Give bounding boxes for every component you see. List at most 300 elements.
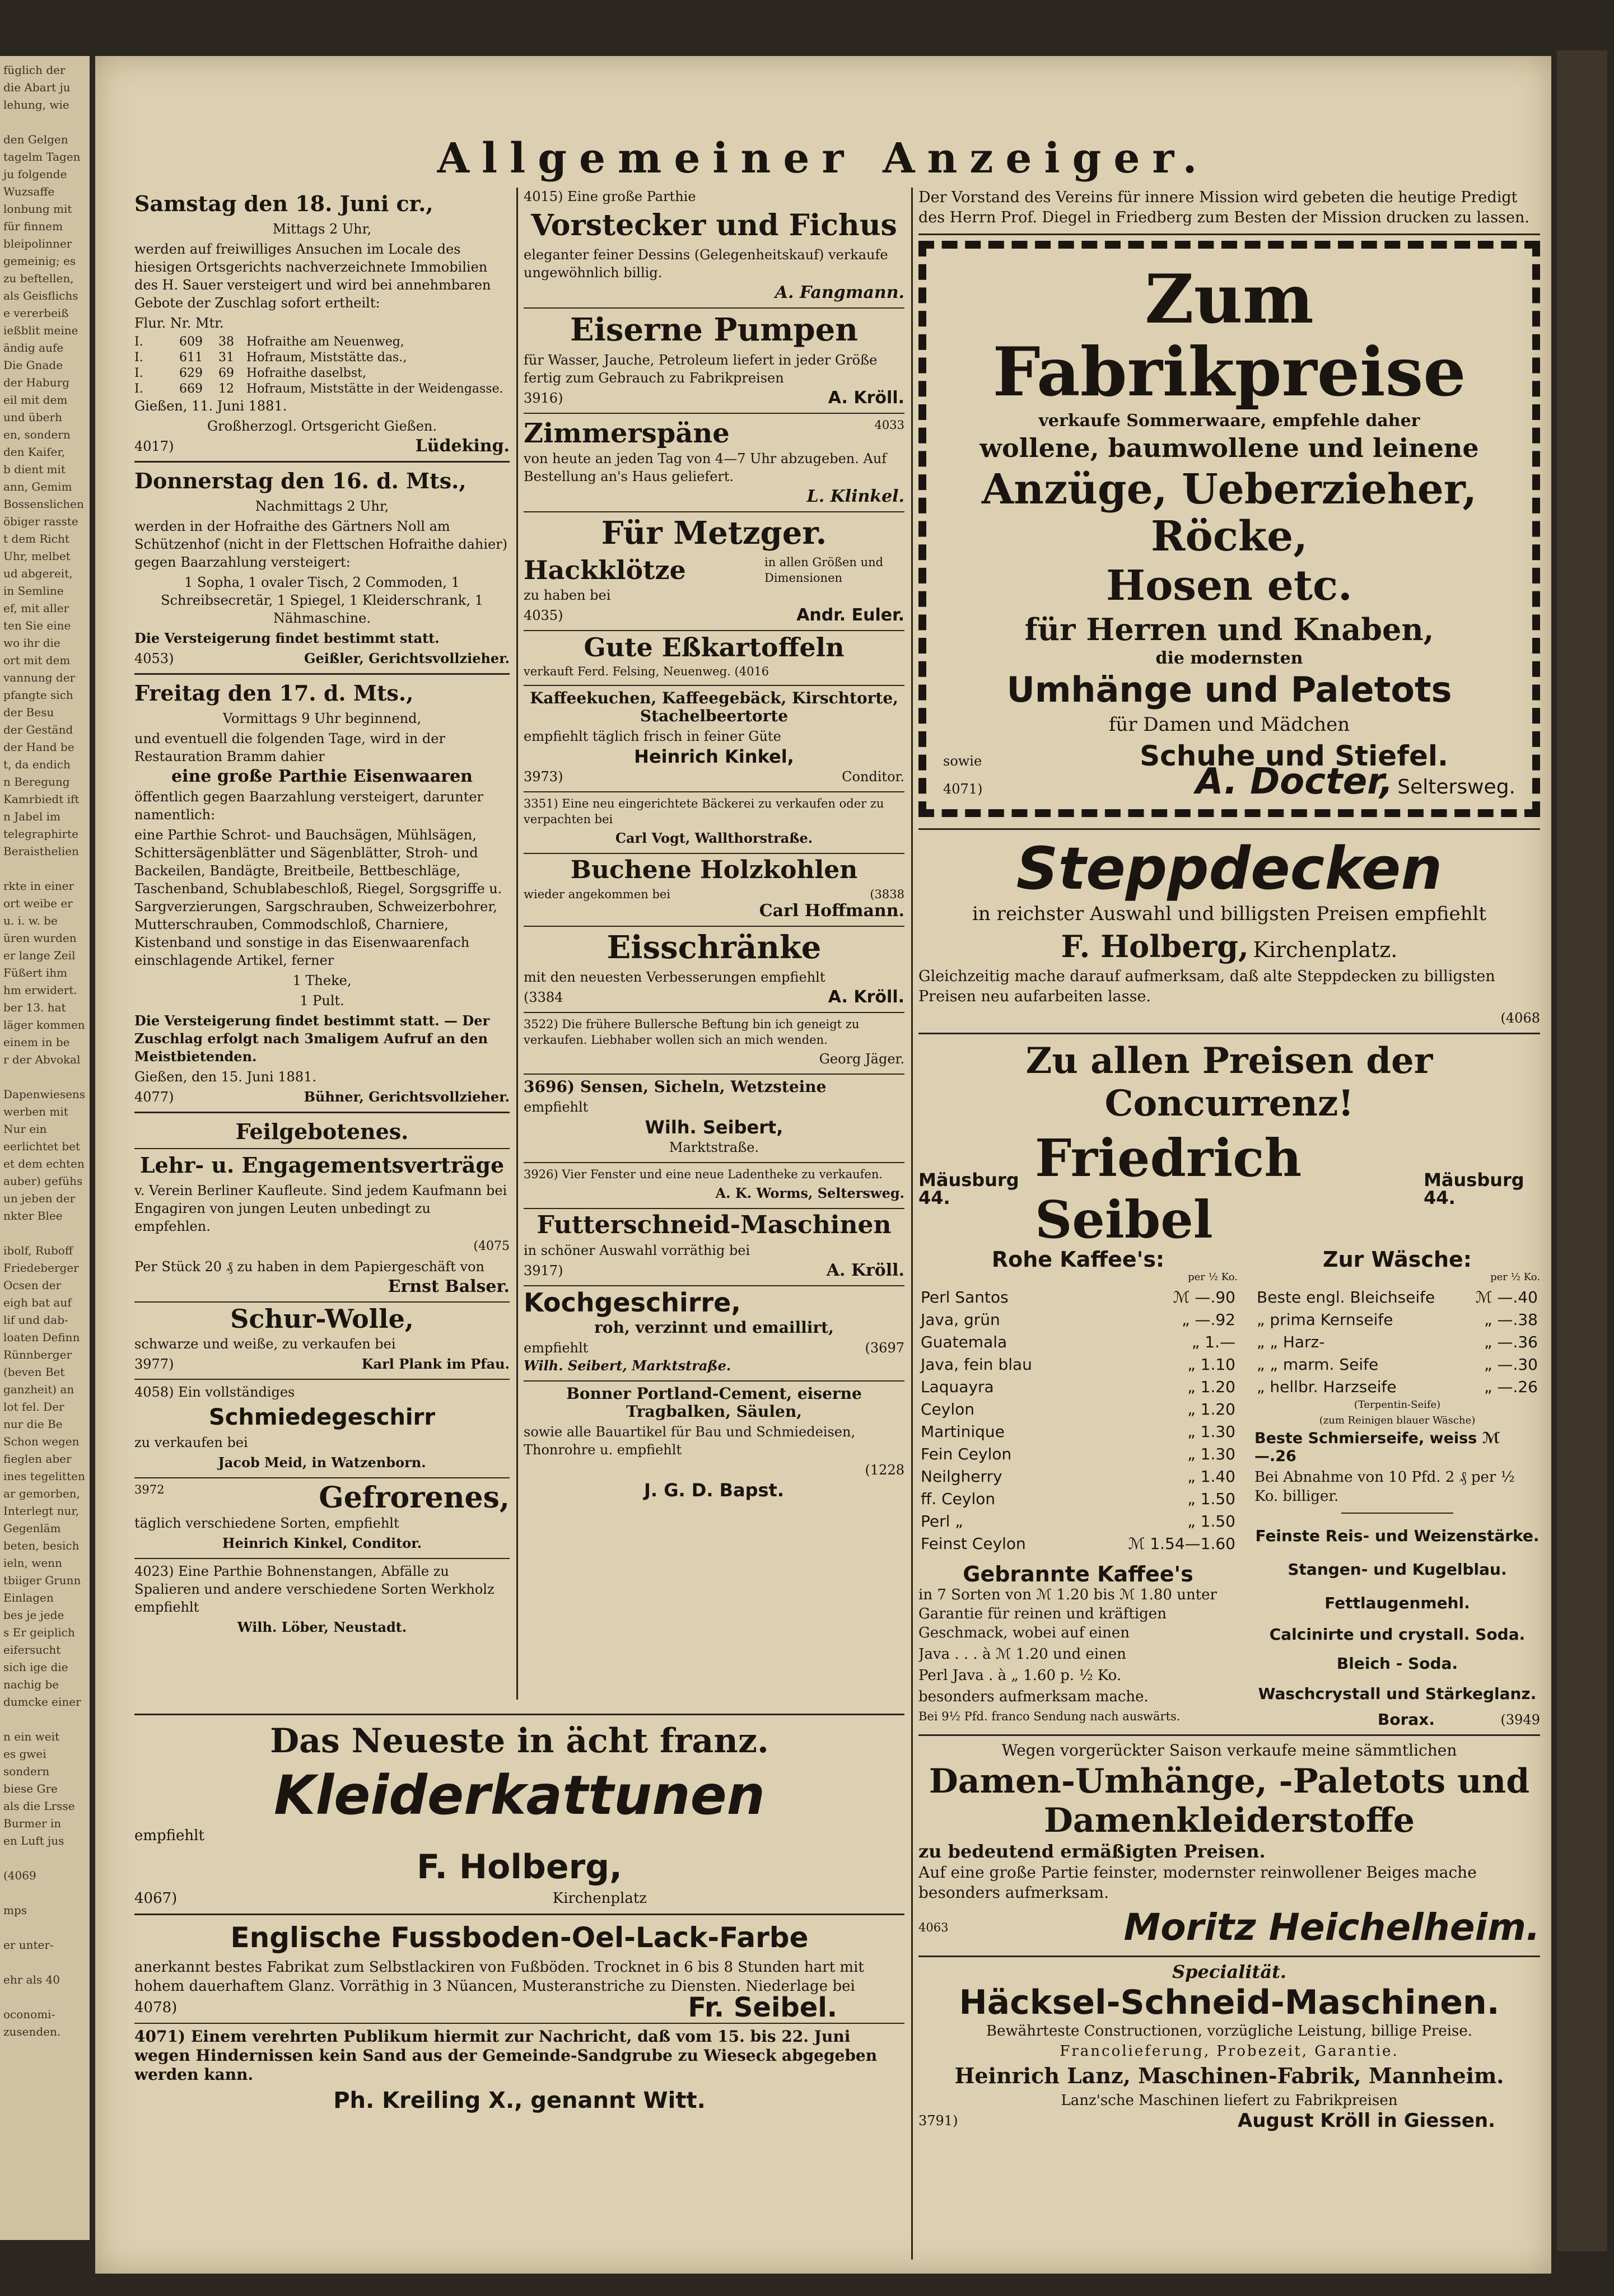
ad-signature: Heinrich Kinkel, Conditor. — [222, 1535, 422, 1551]
strip-line — [3, 1919, 86, 1936]
strip-line: läger kommen — [3, 1018, 85, 1032]
strip-line: sich ige die — [3, 1660, 68, 1674]
strip-line: tbiiger Grunn — [3, 1574, 81, 1587]
ad-subheading: roh, verzinnt und emaillirt, — [594, 1318, 834, 1337]
ad-line: in reichster Auswahl und billigsten Preisen empfiehlt — [972, 903, 1486, 925]
strip-line: er lange Zeil — [3, 949, 76, 962]
strip-line: et dem echten — [3, 1157, 85, 1170]
list-unit: per ½ Ko. — [1188, 1271, 1238, 1283]
ad-schurwolle — [134, 1306, 510, 1373]
ad-body: zu haben bei — [524, 587, 611, 603]
strip-line: der Besu — [3, 706, 54, 719]
ad-note: Die Versteigerung findet bestimmt statt. — Der Zuschlag erfolgt nach 3maligem Aufruf an den Meistbietenden. — [134, 1012, 490, 1065]
ad-signature: A. K. Worms, Seltersweg. — [715, 1185, 904, 1201]
ad-body: werden in der Hofraithe des Gärtners Noll am Schützenhof (nicht in der Flettschen Hofraithe dahier) gegen Baarzahlung versteigert: — [134, 519, 508, 570]
strip-line: tagelm Tagen — [3, 150, 81, 164]
price-row: Fein Ceylon „ 1.30 — [921, 1445, 1235, 1463]
ad-address: Seltersweg. — [1397, 776, 1515, 799]
ad-seibel-concurrenz — [918, 1040, 1540, 1729]
parcel-row: I. 669 12 Hofraum, Miststätte in der Weidengasse. — [134, 382, 503, 396]
ad-signature: Karl Plank im Pfau. — [361, 1356, 510, 1372]
ad-signature: August Kröll in Giessen. — [1238, 2110, 1495, 2132]
strip-line: n ein weit — [3, 1730, 60, 1743]
strip-line: die Abart ju — [3, 81, 71, 94]
ad-heading: Häcksel-Schneid-Maschinen. — [959, 1983, 1500, 2022]
strip-line: vannung der — [3, 671, 76, 684]
strip-line: werben mit — [3, 1105, 68, 1118]
ad-heading: Kochgeschirre, — [524, 1287, 741, 1318]
strip-line: ef, mit aller — [3, 601, 69, 615]
strip-line: gemeinig; es — [3, 254, 76, 268]
ad-body: 4071) Einem verehrten Publikum hiermit zur Nachricht, daß vom 15. bis 22. Juni wegen Hindernissen kein Sand aus der Gemeinde-Sandgrube zu Wieseck abgegeben werden kann. — [134, 2027, 878, 2084]
ad-body: 3351) Eine neu eingerichtete Bäckerei zu verkaufen oder zu verpachten bei — [524, 797, 884, 826]
ad-heading: Gefrorenes, — [319, 1481, 510, 1515]
ad-line: Anzüge, Ueberzieher, Röcke, — [981, 465, 1477, 561]
ad-body: empfiehlt täglich frisch in feiner Güte — [524, 729, 781, 744]
ad-signature: Wilh. Seibert, Marktstraße. — [524, 1357, 731, 1374]
ad-line: sowie — [943, 753, 982, 769]
ad-auction-eisenwaaren — [134, 680, 510, 1106]
ad-body: v. Verein Berliner Kaufleute. Sind jedem Kaufmann bei Engagiren von jungen Leuten unbedingt zu empfehlen. — [134, 1183, 507, 1234]
ad-signature: Moritz Heichelheim. — [1123, 1906, 1540, 1949]
strip-line: t dem Richt — [3, 532, 69, 545]
list-note: (Terpentin-Seife) — [1354, 1399, 1441, 1411]
strip-line: n Beregung — [3, 775, 70, 788]
ad-sandgrube — [134, 2027, 904, 2115]
column-1 — [134, 188, 510, 1711]
strip-line: Friedeberger — [3, 1261, 79, 1275]
ad-time: Nachmittags 2 Uhr, — [255, 498, 389, 514]
strip-line: Gegenläm — [3, 1522, 61, 1535]
list-unit: per ½ Ko. — [1490, 1271, 1540, 1283]
price-row: Java, fein blau „ 1.10 — [921, 1355, 1235, 1374]
ad-kochgeschirre — [524, 1287, 904, 1375]
ad-signature: L. Klinkel. — [806, 487, 904, 506]
strip-line: ort weibe er — [3, 897, 73, 910]
ad-signature: Friedrich Seibel — [1034, 1128, 1302, 1250]
ad-number: 4071) — [943, 781, 983, 797]
ad-heading: Für Metzger. — [601, 515, 827, 552]
strip-line: ibolf, Ruboff — [3, 1244, 73, 1257]
strip-line: der Geständ — [3, 723, 73, 736]
ad-line: Umhänge und Paletots — [1006, 669, 1452, 710]
ad-kleiderkattunen — [134, 1721, 904, 1908]
price-row: Ceylon „ 1.20 — [921, 1400, 1235, 1418]
list-item: Feinste Reis- und Weizenstärke. — [1255, 1527, 1540, 1545]
strip-line: nachig be — [3, 1678, 59, 1691]
ad-signature: Carl Vogt, Wallthorstraße. — [615, 830, 813, 846]
ad-body: Der Vorstand des Vereins für innere Mission wird gebeten die heutige Predigt des Herrn Prof. Diegel in Friedberg zum Besten der Mission drucken zu lassen. — [918, 189, 1529, 226]
ad-address: Mäusburg 44. — [1424, 1169, 1524, 1208]
ad-auction-noll — [134, 468, 510, 668]
price-row: Perl „ „ 1.50 — [921, 1512, 1235, 1530]
ad-signature: Ernst Balser. — [388, 1277, 510, 1296]
ad-address: Kirchenplatz — [552, 1890, 647, 1907]
ad-number: 4067) — [134, 1890, 178, 1907]
strip-line: Nur ein — [3, 1122, 47, 1136]
ad-heading: Das Neueste in ächt franz. — [270, 1721, 769, 1761]
ad-signature: Bühner, Gerichtsvollzieher. — [304, 1089, 510, 1105]
strip-line: ieln, wenn — [3, 1556, 62, 1570]
ad-line: für Damen und Mädchen — [1108, 713, 1350, 736]
strip-line — [3, 1850, 86, 1867]
ad-body: mit den neuesten Verbesserungen empfiehlt — [524, 969, 825, 985]
strip-line: Bossenslichen — [3, 497, 84, 511]
strip-line: Wuzsaffe — [3, 185, 55, 198]
ad-line: Francolieferung, Probezeit, Garantie. — [1060, 2043, 1399, 2060]
strip-line: ines tegelitten — [3, 1469, 85, 1483]
strip-line: Schon wegen — [3, 1435, 80, 1448]
ad-signature: A. Kröll. — [826, 1261, 904, 1280]
section-heading: Feilgebotenes. — [235, 1119, 409, 1144]
ad-body: öffentlich gegen Baarzahlung versteigert, darunter namentlich: — [134, 789, 484, 823]
ad-number: (4075 — [473, 1239, 510, 1253]
bottom-left-ads — [134, 1714, 904, 2262]
ad-baeckerei — [524, 796, 904, 847]
ad-body: eleganter feiner Dessins (Gelegenheitskauf) verkaufe ungewöhnlich billig. — [524, 247, 888, 281]
strip-line — [3, 1989, 86, 2006]
list-item: Stangen- und Kugelblau. — [1288, 1560, 1507, 1579]
ad-body: 3926) Vier Fenster und eine neue Ladentheke zu verkaufen. — [524, 1168, 883, 1181]
ad-number: (3697 — [865, 1340, 904, 1356]
ad-heichelheim — [918, 1742, 1540, 1950]
ad-number: (3949 — [1500, 1712, 1540, 1728]
strip-line — [3, 114, 86, 131]
ad-metzger — [524, 516, 904, 624]
list-item: Beste Schmierseife, weiss ℳ —.26 — [1254, 1430, 1500, 1465]
ad-signature: J. G. D. Bapst. — [643, 1480, 784, 1501]
list-item: Calcinirte und crystall. Soda. — [1269, 1625, 1526, 1644]
price-row: Feinst Ceylon ℳ 1.54—1.60 — [921, 1534, 1235, 1553]
list-heading: Gebrannte Kaffee's — [963, 1562, 1193, 1586]
strip-line: en Luft jus — [3, 1834, 64, 1847]
ad-body: empfiehlt — [134, 1827, 204, 1844]
strip-line: rkte in einer — [3, 879, 74, 893]
strip-line: öbiger rasste — [3, 515, 78, 528]
ad-heading: Zimmerspäne — [524, 418, 730, 449]
ad-ladentheke — [524, 1166, 904, 1202]
strip-line: ganzheit) an — [3, 1383, 74, 1396]
ad-number: (1228 — [865, 1462, 904, 1478]
ad-sensen — [524, 1078, 904, 1156]
coffee-price-list — [918, 1247, 1238, 1729]
strip-line: (beven Bet — [3, 1365, 65, 1379]
ad-signature: Ph. Kreiling X., genannt Witt. — [333, 2088, 706, 2113]
ad-kartoffeln — [524, 634, 904, 679]
ad-body: in 7 Sorten von ℳ 1.20 bis ℳ 1.80 unter Garantie für reinen und kräftigen Geschmack, wobei auf einen — [918, 1586, 1217, 1641]
strip-line — [3, 1954, 86, 1971]
ad-office: Großherzogl. Ortsgericht Gießen. — [207, 418, 437, 434]
ad-body: empfiehlt — [524, 1099, 589, 1115]
strip-line — [3, 1711, 86, 1728]
ad-vorstecker — [524, 188, 904, 302]
strip-line: r der Abvokal — [3, 1053, 81, 1066]
strip-line: Burmer in — [3, 1817, 62, 1830]
strip-line: u. i. w. be — [3, 914, 58, 927]
ad-body: verkauft Ferd. Felsing, Neuenweg. (4016 — [524, 665, 769, 678]
strip-line: bleipolinner — [3, 237, 72, 250]
ad-number: 4077) — [134, 1089, 174, 1105]
price-row: Martinique „ 1.30 — [921, 1422, 1235, 1441]
list-item: Waschcrystall und Stärkeglanz. — [1258, 1684, 1537, 1703]
column-rule — [516, 188, 518, 1700]
strip-line: ber 13. hat — [3, 1001, 66, 1014]
strip-line: Uhr, melbet — [3, 549, 71, 563]
ad-schmiedegeschirr — [134, 1383, 510, 1472]
strip-line: ort mit dem — [3, 654, 71, 667]
ad-number: 4033 — [874, 418, 904, 432]
ad-gefrorenes — [134, 1482, 510, 1552]
strip-line: den Gelgen — [3, 133, 68, 146]
strip-line: wo ihr die — [3, 636, 60, 650]
ad-body: Per Stück 20 ₰ zu haben in dem Papiergeschäft von — [134, 1259, 484, 1275]
ad-number: 3972 — [134, 1483, 165, 1496]
ad-number: (4068 — [1500, 1010, 1540, 1026]
strip-line: un jeben der — [3, 1192, 76, 1205]
ad-eisschraenke — [524, 930, 904, 1006]
ad-fussboden — [134, 1921, 904, 2023]
ad-heading: Freitag den 17. d. Mts., — [134, 680, 414, 706]
table-header: Flur. Nr. Mtr. — [134, 315, 224, 331]
strip-line: lonbung mit — [3, 202, 72, 216]
ad-address: Kirchenplatz. — [1253, 937, 1398, 962]
ad-side-text: in allen Größen und Dimensionen — [764, 556, 884, 585]
strip-line: fieglen aber — [3, 1452, 72, 1466]
masthead: Allgemeiner Anzeiger. — [437, 134, 1210, 183]
ad-body: für Wasser, Jauche, Petroleum liefert in jeder Größe fertig zum Gebrauch zu Fabrikpreisen — [524, 352, 878, 386]
ad-lead: 4058) Ein vollständiges — [134, 1384, 295, 1400]
ad-pumpen — [524, 312, 904, 407]
ad-auction-sauer — [134, 191, 510, 455]
ad-signature: Carl Hoffmann. — [759, 901, 904, 921]
ad-line: wollene, baumwollene und leinene — [979, 433, 1479, 463]
ad-heading: Vorstecker und Fichus — [531, 208, 897, 242]
ad-number: 3917) — [524, 1263, 563, 1278]
ad-line: Heinrich Lanz, Maschinen-Fabrik, Mannheim. — [954, 2063, 1504, 2088]
list-item: Borax. — [1378, 1710, 1435, 1729]
ad-body: Perl Java . à „ 1.60 p. ½ Ko. — [918, 1667, 1122, 1684]
ad-engagement — [134, 1152, 510, 1296]
ad-address: Mäusburg 44. — [918, 1169, 1019, 1208]
list-item: Fettlaugenmehl. — [1324, 1594, 1470, 1612]
strip-line: s Er geiplich — [3, 1626, 75, 1639]
strip-line: der Haburg — [3, 376, 69, 389]
strip-line — [3, 1068, 86, 1086]
ad-line: zu bedeutend ermäßigten Preisen. — [918, 1841, 1266, 1862]
parcel-list — [134, 334, 510, 397]
strip-line: sondern — [3, 1765, 50, 1778]
ad-heading: Eiserne Pumpen — [570, 311, 859, 348]
ad-signature: Andr. Euler. — [796, 605, 904, 625]
ad-body: 3522) Die frühere Bullersche Beftung bin ich geneigt zu verkaufen. Liebhaber wollen sich an mich wenden. — [524, 1018, 860, 1047]
ad-signature: F. Holberg, — [1061, 928, 1249, 964]
ad-heading: Lehr- u. Engagementsverträge — [139, 1152, 505, 1178]
parcel-row: I. 629 69 Hofraithe daselbst, — [134, 366, 367, 380]
ad-body: Gleichzeitig mache darauf aufmerksam, daß alte Steppdecken zu billigsten Preisen neu aufarbeiten lasse. — [918, 968, 1495, 1005]
ad-body: schwarze und weiße, zu verkaufen bei — [134, 1336, 396, 1352]
strip-line: als Geisflichs — [3, 289, 78, 302]
strip-line: ten Sie eine — [3, 619, 71, 632]
strip-line: nur die Be — [3, 1417, 63, 1431]
strip-line: eil mit dem — [3, 393, 68, 407]
strip-line: ändig aufe — [3, 341, 64, 354]
price-row: „ „ Harz- „ —.36 — [1257, 1333, 1538, 1351]
coffee-table — [918, 1286, 1238, 1555]
ad-number: 3977) — [134, 1356, 174, 1372]
ad-bullersche — [524, 1016, 904, 1068]
ad-heading: Steppdecken — [1016, 834, 1443, 903]
ad-number: 3916) — [524, 390, 563, 406]
strip-line: Ocsen der — [3, 1278, 62, 1292]
ad-heading: Bonner Portland-Cement, eiserne Tragbalken, Säulen, — [566, 1384, 862, 1421]
strip-line: lot fel. Der — [3, 1400, 64, 1413]
strip-line: auber) gefühs — [3, 1174, 83, 1188]
soap-price-list — [1254, 1247, 1540, 1729]
strip-line: füglich der — [3, 63, 66, 77]
ad-number: (3384 — [524, 990, 563, 1005]
column-rule — [911, 188, 913, 2260]
ad-heading: Schmiedegeschirr — [208, 1404, 436, 1430]
strip-line: Kamrbiedt ift — [3, 792, 80, 806]
strip-line: zusenden. — [3, 2025, 61, 2038]
strip-line: als die Lrsse — [3, 1799, 75, 1813]
ad-number: 4078) — [134, 1999, 178, 2016]
ad-heading: 3696) Sensen, Sicheln, Wetzsteine — [524, 1077, 827, 1096]
price-row: Beste engl. Bleichseife ℳ —.40 — [1257, 1288, 1538, 1306]
strip-line: ju folgende — [3, 167, 67, 181]
strip-line: eigh bat auf — [3, 1296, 72, 1309]
ad-lanz — [918, 1963, 1540, 2130]
strip-line: n Jabel im — [3, 810, 60, 823]
strip-line: einem in be — [3, 1035, 70, 1049]
strip-line: der Hand be — [3, 740, 74, 754]
ad-heading: Eisschränke — [607, 929, 822, 966]
strip-line: Die Gnade — [3, 358, 63, 372]
ad-fabrikpreise-box — [918, 241, 1540, 817]
strip-line: hm erwidert. — [3, 983, 77, 997]
strip-line: b dient mit — [3, 463, 66, 476]
ad-body: zu verkaufen bei — [134, 1435, 248, 1450]
ad-signature: Wilh. Löber, Neustadt. — [237, 1619, 407, 1635]
strip-line: ehr als 40 — [3, 1973, 60, 1986]
price-row: Perl Santos ℳ —.90 — [921, 1288, 1235, 1306]
list-item: Bleich - Soda. — [1336, 1654, 1458, 1673]
strip-line: Füßert ihm — [3, 966, 68, 979]
ad-line: für Herren und Knaben, — [1024, 612, 1434, 647]
strip-line: Rünnberger — [3, 1348, 72, 1361]
ad-lead: 4015) Eine große Parthie — [524, 189, 696, 204]
ad-cement — [524, 1385, 904, 1499]
ad-body: und eventuell die folgenden Tage, wird in der Restauration Bramm dahier — [134, 731, 445, 764]
strip-line: ud abgereit, — [3, 567, 73, 580]
ad-signature: A. Docter, — [1195, 761, 1393, 802]
ad-body: sowie alle Bauartikel für Bau und Schmiedeisen, Thonrohre u. empfiehlt — [524, 1424, 856, 1458]
strip-line: ar gemorben, — [3, 1487, 80, 1500]
ad-number: 4035) — [524, 608, 563, 623]
strip-line: biese Gre — [3, 1782, 58, 1795]
ad-signature: Geißler, Gerichtsvollzieher. — [304, 650, 510, 666]
ad-body: von heute an jeden Tag von 4—7 Uhr abzugeben. Auf Bestellung an's Haus geliefert. — [524, 451, 887, 484]
strip-line — [3, 1884, 86, 1902]
strip-line: lif und dab- — [3, 1313, 68, 1327]
ad-title: eine große Parthie Eisenwaaren — [171, 767, 473, 786]
ad-heading: Zum Fabrikpreise — [992, 260, 1466, 412]
ad-signature: Heinrich Kinkel, — [634, 746, 794, 767]
price-row: „ prima Kernseife „ —.38 — [1257, 1310, 1538, 1329]
strip-line: beten, besich — [3, 1539, 80, 1552]
ad-heading: Zu allen Preisen der Concurrenz! — [1025, 1040, 1433, 1124]
ad-item: 1 Theke, — [292, 973, 352, 988]
ad-body: anerkannt bestes Fabrikat zum Selbstlackiren von Fußböden. Trocknet in 6 bis 8 Stunden hart mit hohem dauerhaftem Glanz. Vorräthig in 3 Nüancen, Musteranstriche zu Diensten. Niederlage bei — [134, 1959, 864, 1995]
newspaper-page — [95, 56, 1551, 2274]
ad-line: Bewährteste Constructionen, vorzügliche Leistung, billige Preise. — [986, 2023, 1473, 2040]
strip-line: und überh — [3, 410, 62, 424]
strip-line: en, sondern — [3, 428, 71, 441]
price-row: Laquayra „ 1.20 — [921, 1378, 1235, 1396]
ad-heading: Buchene Holzkohlen — [570, 856, 858, 884]
strip-line: t, da endich — [3, 758, 71, 771]
strip-line: ann, Gemim — [3, 480, 72, 493]
ad-line: Lanz'sche Maschinen liefert zu Fabrikpreisen — [1061, 2092, 1398, 2109]
ad-signature: A. Fangmann. — [775, 283, 904, 302]
ad-futterschneid — [524, 1212, 904, 1280]
ad-body: 4023) Eine Parthie Bohnenstangen, Abfälle zu Spalieren und andere verschiedene Sorten Werkholz empfiehlt — [134, 1564, 495, 1615]
ad-heading: Kaffeekuchen, Kaffeegebäck, Kirschtorte, Stachelbeertorte — [530, 689, 898, 725]
strip-line — [3, 860, 86, 878]
strip-line: loaten Definn — [3, 1331, 80, 1344]
ad-place: Gießen, den 15. Juni 1881. — [134, 1069, 316, 1085]
book-binding-edge — [1557, 50, 1607, 2251]
ad-line: Specialität. — [1172, 1961, 1286, 1982]
parcel-row: I. 611 31 Hofraum, Miststätte das., — [134, 351, 407, 365]
list-note: (zum Reinigen blauer Wäsche) — [1319, 1415, 1476, 1426]
ad-big-title: Kleiderkattunen — [273, 1764, 766, 1827]
ad-number: 4053) — [134, 651, 174, 666]
ad-number: 4017) — [134, 438, 174, 454]
soap-table — [1254, 1286, 1540, 1398]
ad-heading: Damen-Umhänge, -Paletots und Damenkleiderstoffe — [929, 1762, 1530, 1840]
ad-zimmerspaene — [524, 417, 904, 506]
strip-line: üren wurden — [3, 931, 77, 945]
strip-line: es gwei — [3, 1747, 46, 1761]
ad-body: Bei 9½ Pfd. franco Sendung nach auswärts. — [918, 1710, 1181, 1723]
strip-line — [3, 1225, 86, 1242]
ad-item: 1 Pult. — [300, 993, 344, 1009]
ad-body: empfiehlt — [524, 1340, 589, 1356]
ad-steppdecken — [918, 836, 1540, 1027]
ad-heading: Futterschneid-Maschinen — [537, 1211, 892, 1239]
ad-holzkohlen — [524, 857, 904, 920]
price-row: Guatemala „ 1.— — [921, 1333, 1235, 1351]
ad-items: 1 Sopha, 1 ovaler Tisch, 2 Commoden, 1 Schreibsecretär, 1 Spiegel, 1 Kleiderschrank, 1 Nähmaschine. — [161, 575, 483, 626]
strip-line: oconomi- — [3, 2008, 55, 2021]
ad-line: verkaufe Sommerwaare, empfehle daher — [1038, 411, 1420, 431]
strip-line: e vererbeiß — [3, 306, 69, 320]
ad-subheading: Hackklötze — [524, 555, 686, 585]
ad-place: Gießen, 11. Juni 1881. — [134, 398, 287, 414]
list-heading: Rohe Kaffee's: — [991, 1247, 1165, 1272]
price-row: „ hellbr. Harzseife „ —.26 — [1257, 1378, 1538, 1396]
ad-signature: Lüdeking. — [415, 436, 510, 456]
strip-line: pfangte sich — [3, 688, 73, 702]
ad-body: besonders aufmerksam mache. — [918, 1688, 1149, 1705]
adjacent-page-strip — [0, 56, 90, 2240]
ad-line: die modernsten — [1155, 648, 1303, 668]
strip-line: Einlagen — [3, 1591, 54, 1604]
strip-line: den Kaifer, — [3, 445, 66, 459]
ad-time: Vormittags 9 Uhr beginnend, — [222, 711, 422, 726]
ad-address: Marktstraße. — [669, 1140, 759, 1155]
